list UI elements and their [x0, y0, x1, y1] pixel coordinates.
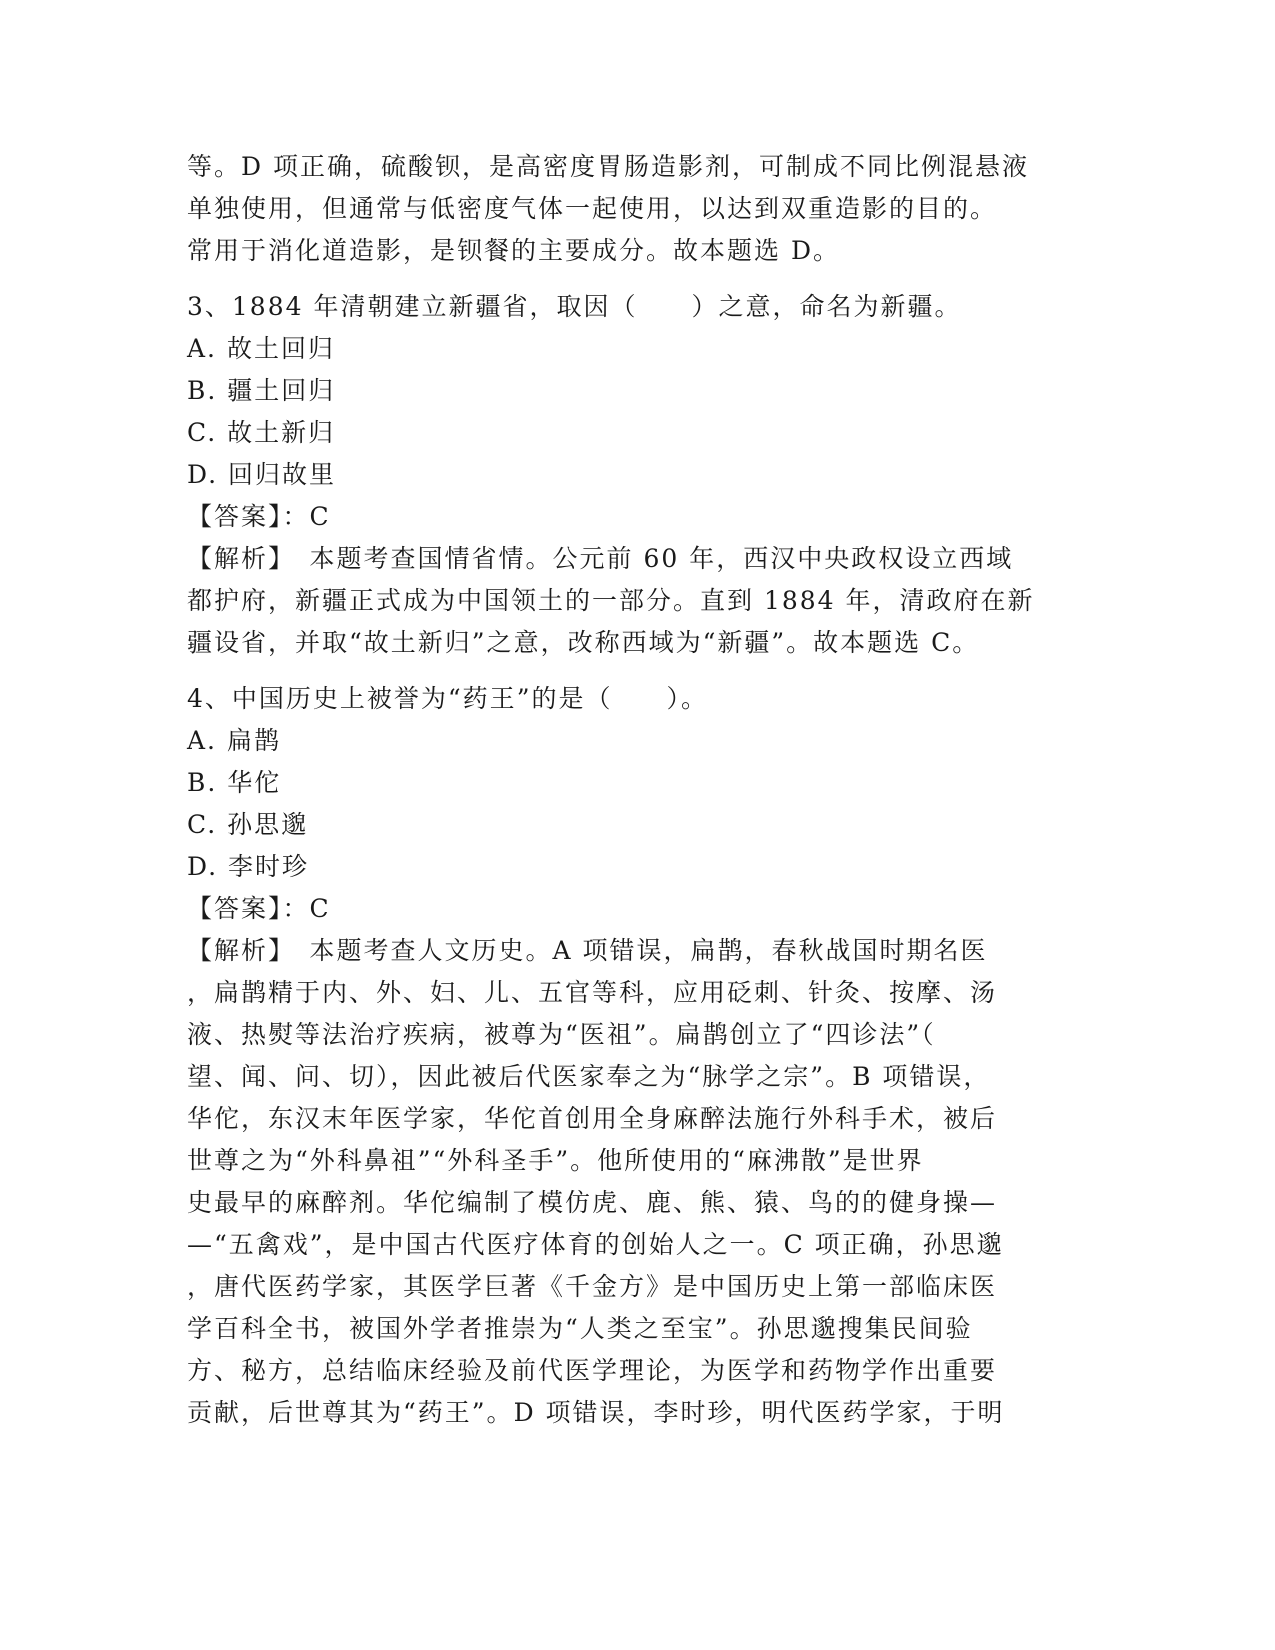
option-d: D. 回归故里 — [187, 460, 337, 489]
analysis-line: ，扁鹊精于内、外、妇、儿、五官等科，应用砭刺、针灸、按摩、汤 — [187, 978, 998, 1007]
analysis-line: 【解析】 本题考查人文历史。A 项错误，扁鹊，春秋战国时期名医 — [187, 936, 988, 965]
option-c: C. 孙思邈 — [187, 810, 309, 839]
question-3 — [187, 286, 1087, 664]
text-line: 常用于消化道造影，是钡餐的主要成分。故本题选 D。 — [187, 236, 840, 265]
spacer — [187, 664, 1087, 678]
answer-line: 【答案】：C — [187, 894, 331, 923]
analysis-line: 液、热熨等法治疗疾病，被尊为“医祖”。扁鹊创立了“四诊法”（ — [187, 1020, 936, 1049]
text-line: 单独使用，但通常与低密度气体一起使用，以达到双重造影的目的。 — [187, 194, 998, 223]
analysis-line: 华佗，东汉末年医学家，华佗首创用全身麻醉法施行外科手术，被后 — [187, 1104, 998, 1133]
option-c: C. 故土新归 — [187, 418, 336, 447]
analysis-line: 都护府，新疆正式成为中国领土的一部分。直到 1884 年，清政府在新 — [187, 586, 1035, 615]
analysis-line: —“五禽戏”，是中国古代医疗体育的创始人之一。C 项正确，孙思邈 — [187, 1230, 1004, 1259]
analysis-line: 世尊之为“外科鼻祖”“外科圣手”。他所使用的“麻沸散”是世界 — [187, 1146, 924, 1175]
analysis-line: 方、秘方，总结临床经验及前代医学理论，为医学和药物学作出重要 — [187, 1356, 998, 1385]
analysis-line: 【解析】 本题考查国情省情。公元前 60 年，西汉中央政权设立西域 — [187, 544, 1014, 573]
question-4 — [187, 678, 1087, 1434]
option-d: D. 李时珍 — [187, 852, 310, 881]
answer-line: 【答案】：C — [187, 502, 331, 531]
document-content — [187, 146, 1087, 1434]
text-line: 等。D 项正确，硫酸钡，是高密度胃肠造影剂，可制成不同比例混悬液 — [187, 152, 1029, 181]
analysis-line: 望、闻、问、切），因此被后代医家奉之为“脉学之宗”。B 项错误， — [187, 1062, 991, 1091]
analysis-line: 史最早的麻醉剂。华佗编制了模仿虎、鹿、熊、猿、鸟的的健身操— — [187, 1188, 998, 1217]
intro-paragraph — [187, 146, 1087, 272]
spacer — [187, 272, 1087, 286]
option-a: A. 故土回归 — [187, 334, 335, 363]
question-text: 3、1884 年清朝建立新疆省，取因（ ）之意，命名为新疆。 — [187, 292, 962, 321]
option-b: B. 华佗 — [187, 768, 282, 797]
analysis-line: 学百科全书，被国外学者推崇为“人类之至宝”。孙思邈搜集民间验 — [187, 1314, 973, 1343]
analysis-line: 贡献，后世尊其为“药王”。D 项错误，李时珍，明代医药学家，于明 — [187, 1398, 1005, 1427]
question-text: 4、中国历史上被誉为“药王”的是（ ）。 — [187, 684, 708, 713]
analysis-line: ，唐代医药学家，其医学巨著《千金方》是中国历史上第一部临床医 — [187, 1272, 998, 1301]
option-a: A. 扁鹊 — [187, 726, 281, 755]
option-b: B. 疆土回归 — [187, 376, 336, 405]
analysis-line: 疆设省，并取“故土新归”之意，改称西域为“新疆”。故本题选 C。 — [187, 628, 980, 657]
